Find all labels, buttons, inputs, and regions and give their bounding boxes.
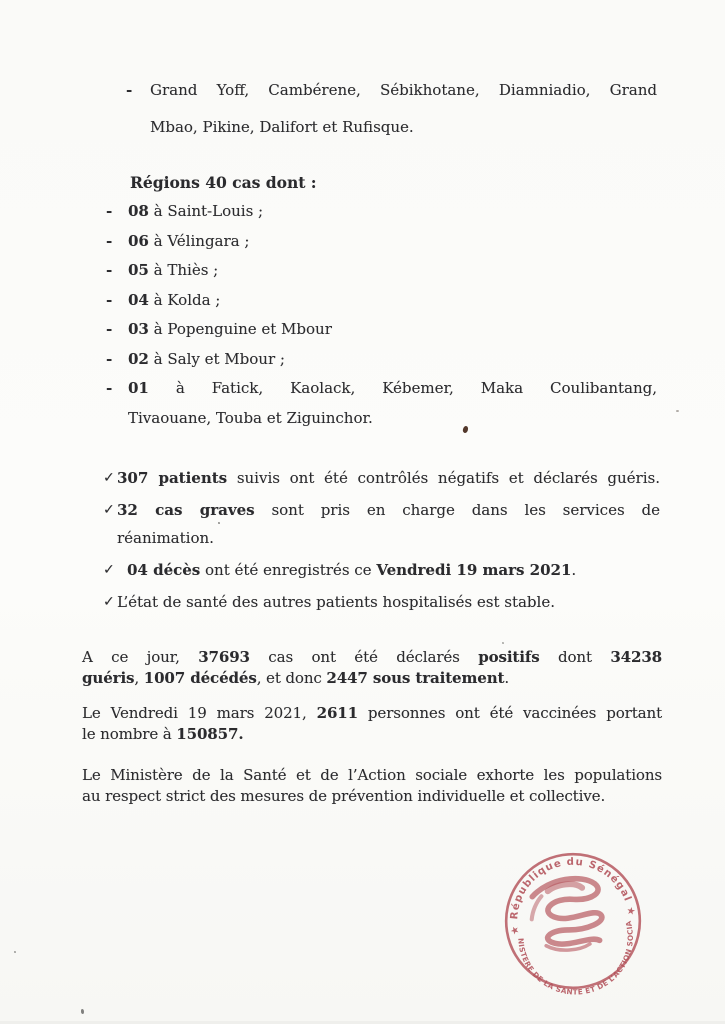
dash-bullet: - [106,231,113,250]
check-list-item [103,588,660,616]
region-item-text: 03 à Popenguine et Mbour [128,320,332,338]
check-list-item [103,556,660,584]
dash-bullet: - [106,379,113,397]
totals-line-1: A ce jour, 37693 cas ont été déclarés positifs dont 34238 [82,648,663,666]
exhortation-line-2: au respect strict des mesures de prévention individuelle et collective. [82,787,606,805]
check-item-text: 04 décès ont été enregistrés ce Vendredi 19 mars 2021. [127,561,577,579]
check-item-text: L’état de santé des autres patients hospitalisés est stable. [117,593,555,611]
checkmark-icon: ✓ [103,562,115,578]
region-list-item [106,315,657,345]
svg-text:★ République du Sénégal ★ [500,848,637,936]
region-item-text: 02 à Saly et Mbour ; [128,349,285,368]
check-list-item [103,496,660,552]
scan-speck [502,642,504,644]
scan-speck [14,951,16,953]
districts-list-item [126,72,657,146]
vaccination-paragraph [82,703,662,745]
checkmark-icon: ✓ [103,502,115,518]
check-item-text: 307 patients suivis ont été contrôlés négatifs et déclarés guéris. [117,469,660,487]
regions-heading: Régions 40 cas dont : [130,173,317,192]
dash-bullet: - [106,261,113,279]
districts-line-2: Mbao, Pikine, Dalifort et Rufisque. [150,118,414,136]
dash-bullet: - [106,202,113,220]
stamp-top-arc-text: ★ République du Sénégal ★ [509,856,637,936]
region-item-text: 05 à Thiès ; [128,261,219,279]
region-item-text: 04 à Kolda ; [128,290,221,309]
vaccination-line-1: Le Vendredi 19 mars 2021, 2611 personnes ont été vaccinées portant [82,704,662,722]
region-list-item [106,227,657,257]
checkmark-icon: ✓ [103,594,115,610]
region-list-item [106,286,657,316]
dash-bullet: - [106,320,113,338]
districts-line-1: Grand Yoff, Cambérene, Sébikhotane, Diamniadio, Grand [150,81,657,99]
region-list-item [106,197,657,227]
regions-list [106,197,657,433]
region-item-text: 06 à Vélingara ; [128,231,250,250]
dash-bullet: - [106,349,113,368]
region-item-text: 08 à Saint-Louis ; [128,202,264,220]
stamp-signature-scribble [526,875,606,956]
region-item-text: Tivaouane, Touba et Ziguinchor. [128,408,373,427]
region-list-item [106,345,657,375]
exhortation-paragraph [82,765,662,807]
status-check-list [103,464,660,620]
totals-line-2: guéris, 1007 décédés, et donc 2447 sous traitement. [82,669,510,687]
dash-bullet: - [106,290,113,309]
region-list-item [106,374,657,433]
scan-speck [218,522,220,524]
region-list-item [106,256,657,286]
dash-bullet: - [126,81,133,99]
checkmark-icon: ✓ [103,470,115,486]
official-stamp [480,828,665,1013]
stamp-bottom-arc-text: MINISTERE DE LA SANTE ET DE L’ACTION SOCIALE [516,913,635,997]
exhortation-line-1: Le Ministère de la Santé et de l’Action sociale exhorte les populations [82,766,662,784]
region-item-text: 01 à Fatick, Kaolack, Kébemer, Maka Coulibantang, [128,379,657,397]
totals-paragraph [82,647,662,689]
check-list-item [103,464,660,492]
vaccination-line-2: le nombre à 150857. [82,725,244,743]
check-item-text: réanimation. [117,529,214,547]
scan-speck [81,1009,84,1014]
scan-speck [676,410,679,412]
check-item-text: 32 cas graves sont pris en charge dans les services de [117,501,660,519]
